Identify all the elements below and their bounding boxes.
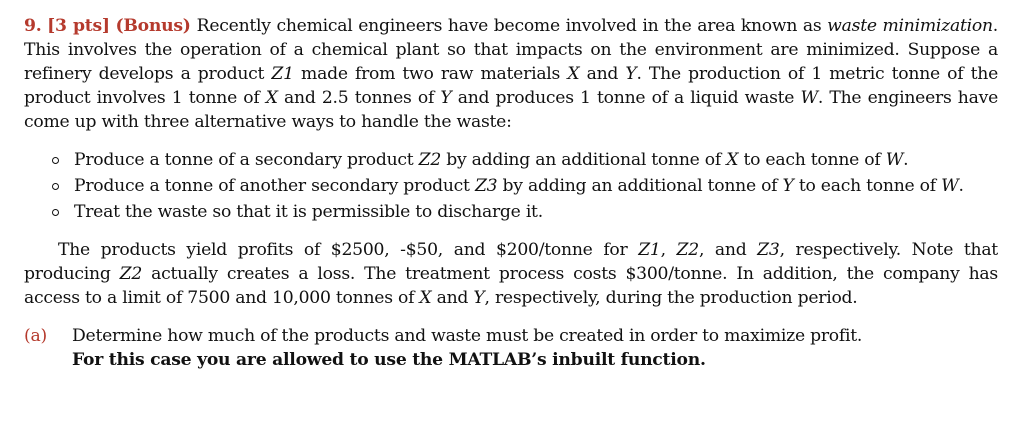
list-item: Treat the waste so that it is permissible to discharge it. bbox=[50, 200, 998, 224]
bullet-icon bbox=[52, 157, 59, 164]
term-waste-minimization: waste minimization bbox=[827, 16, 993, 36]
bullet-icon bbox=[52, 209, 59, 216]
list-item: Produce a tonne of a secondary product Z2 by adding an additional tonne of X to each tonne of W. bbox=[50, 148, 998, 172]
part-a-label: (a) bbox=[24, 326, 47, 346]
profits-paragraph: The products yield profits of $2500, -$50, and $200/tonne for Z1, Z2, and Z3, respectively. Note that producing Z2 actually creates a loss. The treatment process costs $300/tonne. In addition, the company has access to a limit of 7500 and 10,000 tonnes of X and Y, respectively, during the production period. bbox=[24, 240, 999, 308]
part-a-instruction: For this case you are allowed to use the MATLAB’s inbuilt function. bbox=[72, 350, 706, 370]
problem-intro: 9. [3 pts] (Bonus) Recently chemical engineers have become involved in the area known as waste minimization. This involves the operation of a chemical plant so that impacts on the environment are minimized. Suppose a refinery develops a product Z1 made from two raw materials X and Y. The production of 1 metric tonne of the product involves 1 tonne of X and 2.5 tonnes of Y and produces 1 tonne of a liquid waste W. The engineers have come up with three alternative ways to handle the waste: bbox=[24, 16, 999, 132]
problem-points: [3 pts] bbox=[47, 16, 110, 36]
part-a bbox=[24, 324, 998, 372]
bullet-icon bbox=[52, 183, 59, 190]
problem-9 bbox=[24, 14, 998, 372]
list-item: Produce a tonne of another secondary product Z3 by adding an additional tonne of Y to each tonne of W. bbox=[50, 174, 998, 198]
part-a-text: Determine how much of the products and waste must be created in order to maximize profit. bbox=[72, 326, 863, 346]
problem-number: 9. bbox=[24, 16, 42, 36]
alternatives-list bbox=[24, 148, 998, 224]
problem-bonus: (Bonus) bbox=[115, 16, 191, 36]
